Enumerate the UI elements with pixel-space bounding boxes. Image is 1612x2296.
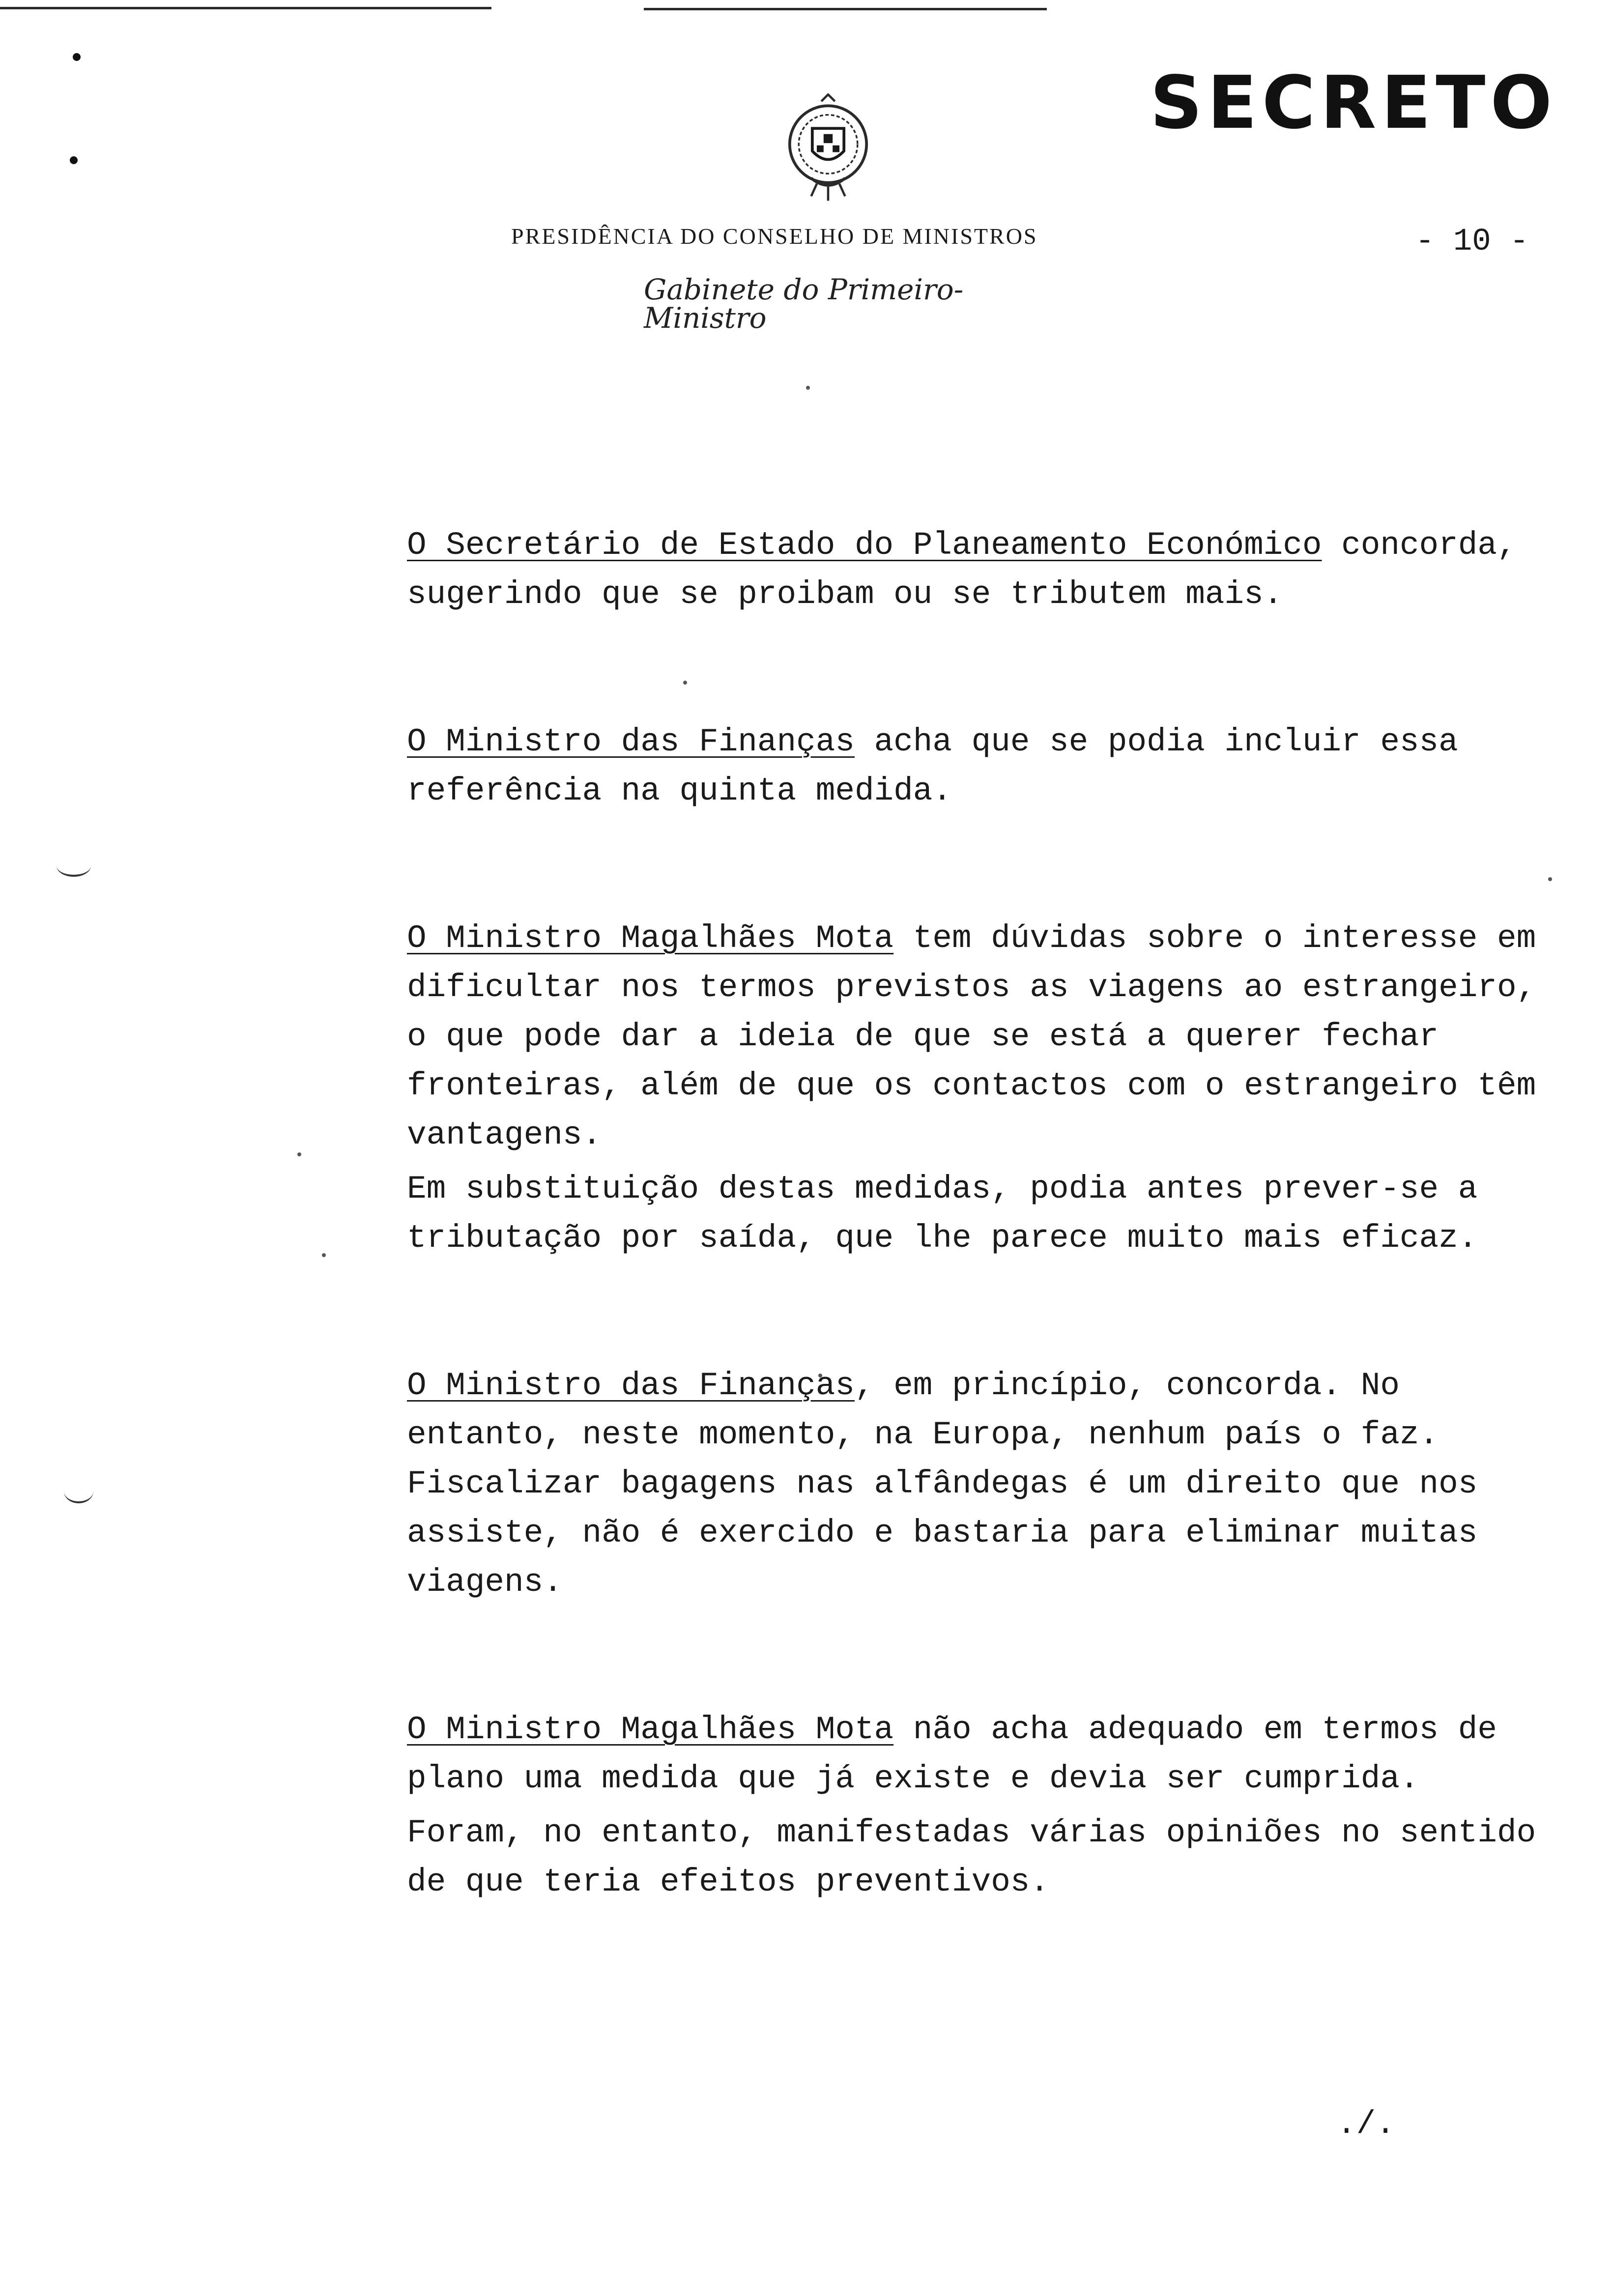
speaker-name: O Ministro Magalhães Mota <box>407 920 894 957</box>
paragraph-text: concorda, sugerindo que se proibam ou se tributem mais. <box>407 527 1517 613</box>
punch-hole-mark <box>64 1479 93 1503</box>
scan-speck <box>297 1152 301 1156</box>
paragraph-text: tem dúvidas sobre o interesse em dificultar nos termos previstos as viagens ao estrangeiro, o que pode dar a ideia de que se está a querer fechar fronteiras, além de que os contactos com o estrangeiro têm vantagens. <box>407 920 1536 1153</box>
paragraph-text: não acha adequado em termos de plano uma medida que já existe e devia ser cumprida. <box>407 1711 1497 1797</box>
classification-stamp: SECRETO <box>1150 60 1557 145</box>
minutes-paragraph <box>407 1165 1537 1263</box>
minutes-paragraph <box>407 914 1537 1160</box>
minutes-paragraph <box>407 1361 1537 1607</box>
scan-speck <box>73 53 81 61</box>
minutes-paragraph <box>407 1808 1537 1907</box>
speaker-name: O Secretário de Estado do Planeamento Económico <box>407 527 1322 564</box>
coat-of-arms-emblem <box>772 93 885 206</box>
top-edge-rule <box>0 7 491 9</box>
institution-name: PRESIDÊNCIA DO CONSELHO DE MINISTROS <box>511 224 1038 249</box>
paragraph-text: acha que se podia incluir essa referência na quinta medida. <box>407 723 1458 809</box>
paragraph-text: Em substituição destas medidas, podia antes prever-se a tributação por saída, que lhe parece muito mais eficaz. <box>407 1171 1478 1257</box>
minutes-paragraph <box>407 521 1537 619</box>
continuation-mark: ./. <box>1337 2106 1395 2143</box>
speaker-name: O Ministro das Finanças <box>407 1367 855 1404</box>
minutes-paragraph <box>407 718 1537 816</box>
paragraph-text: , em princípio, concorda. No entanto, neste momento, na Europa, nenhum país o faz. Fiscalizar bagagens nas alfândegas é um direito que nos assiste, não é exercido e bastaria para eliminar muitas viagens. <box>407 1367 1478 1601</box>
top-edge-rule <box>644 8 1047 10</box>
scan-speck <box>70 156 78 164</box>
page-number: - 10 - <box>1415 224 1529 259</box>
speaker-name: O Ministro das Finanças <box>407 723 855 760</box>
scan-speck <box>806 386 810 390</box>
minutes-paragraph <box>407 1705 1537 1804</box>
speaker-name: O Ministro Magalhães Mota <box>407 1711 894 1748</box>
scan-speck <box>322 1253 326 1257</box>
minutes-body <box>407 521 1537 1907</box>
paragraph-text: Foram, no entanto, manifestadas várias opiniões no sentido de que teria efeitos preventivos. <box>407 1814 1536 1900</box>
office-name: Gabinete do Primeiro-Ministro <box>644 273 964 335</box>
punch-hole-mark <box>57 855 91 877</box>
scan-speck <box>1548 877 1552 881</box>
